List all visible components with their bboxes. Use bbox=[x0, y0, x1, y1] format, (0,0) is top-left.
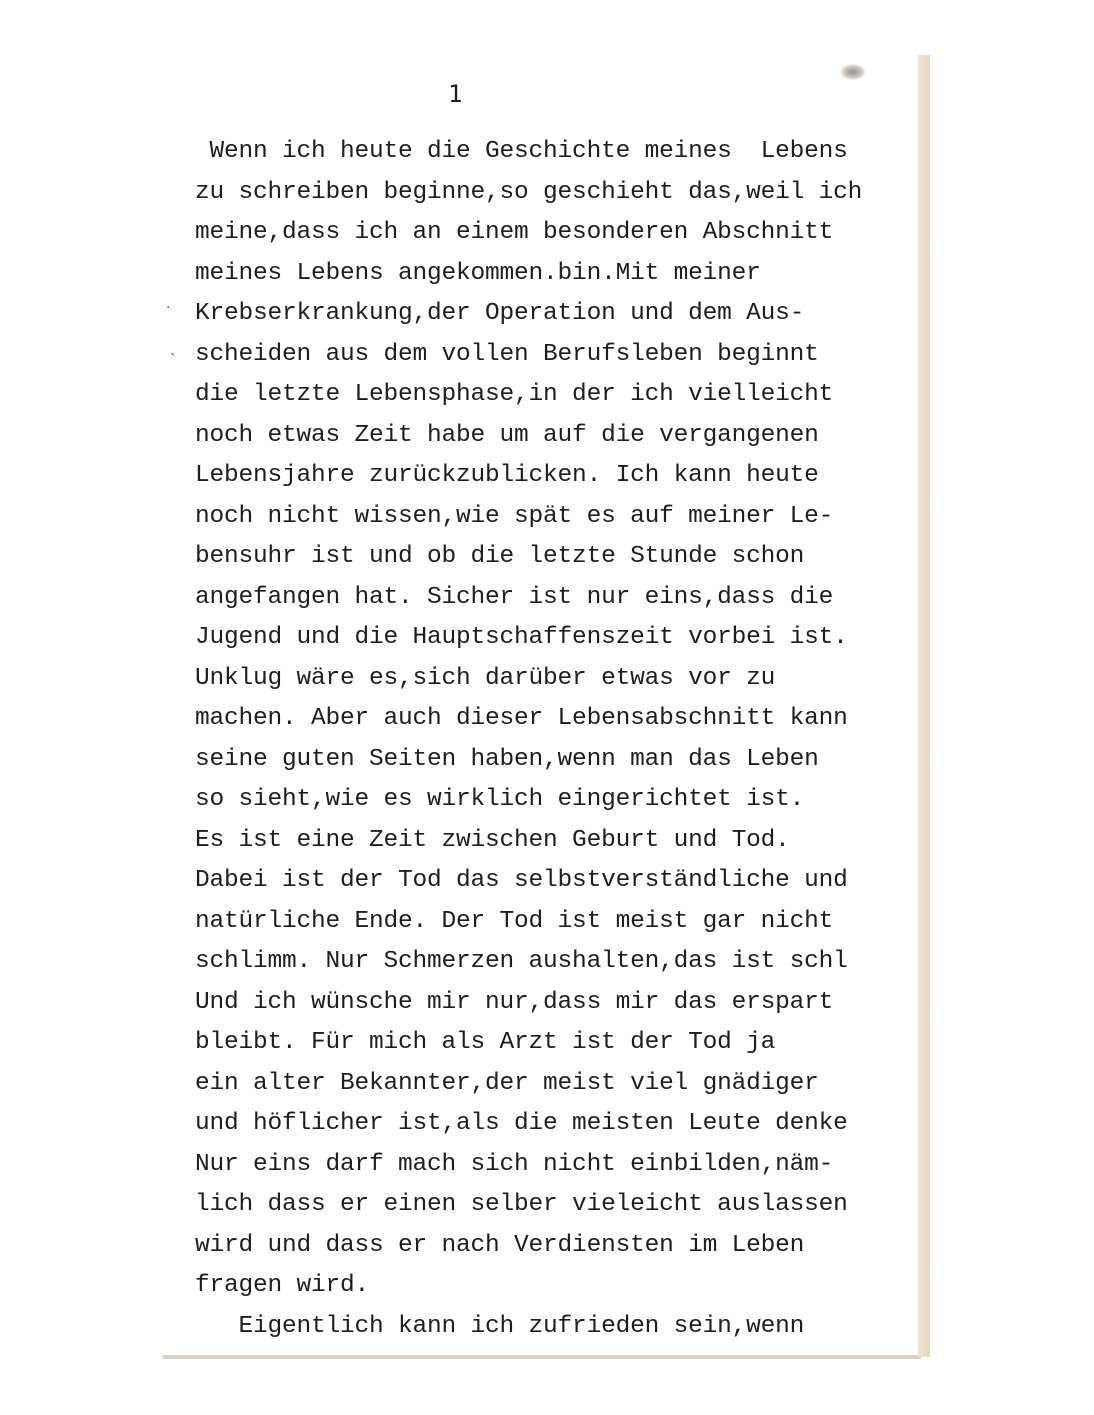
text-line: natürliche Ende. Der Tod ist meist gar nicht bbox=[195, 907, 834, 935]
text-line: seine guten Seiten haben,wenn man das Leben bbox=[195, 745, 819, 773]
text-line: Krebserkrankung,der Operation und dem Aus- bbox=[195, 300, 805, 327]
text-line: noch nicht wissen,wie spät es auf meiner Le- bbox=[195, 502, 834, 530]
text-line: Wenn ich heute die Geschichte meines Lebens bbox=[195, 138, 848, 165]
text-line: bensuhr ist und ob die letzte Stunde schon bbox=[195, 543, 805, 570]
text-line: fragen wird. bbox=[195, 1272, 370, 1299]
text-line: Dabei ist der Tod das selbstverständliche und bbox=[195, 867, 848, 894]
ink-smudge bbox=[840, 64, 866, 80]
text-line: Und ich wünsche mir nur,dass mir das erspart bbox=[195, 988, 834, 1016]
text-line: wird und dass er nach Verdiensten im Leben bbox=[195, 1231, 805, 1259]
text-line: bleibt. Für mich als Arzt ist der Tod ja bbox=[195, 1029, 776, 1056]
text-line: lich dass er einen selber vieleicht auslassen bbox=[195, 1191, 848, 1218]
text-line: machen. Aber auch dieser Lebensabschnitt kann bbox=[195, 705, 848, 732]
margin-tick: ˎ bbox=[170, 340, 177, 356]
text-line: meines Lebens angekommen.bin.Mit meiner bbox=[195, 259, 761, 287]
text-line: meine,dass ich an einem besonderen Abschnitt bbox=[195, 219, 834, 246]
page-edge-shadow bbox=[918, 55, 930, 1357]
text-line: Jugend und die Hauptschaffenszeit vorbei ist. bbox=[195, 624, 848, 651]
text-line: Es ist eine Zeit zwischen Geburt und Tod. bbox=[195, 826, 790, 854]
text-line: Nur eins darf mach sich nicht einbilden,näm- bbox=[195, 1150, 834, 1178]
text-line: angefangen hat. Sicher ist nur eins,dass die bbox=[195, 583, 834, 611]
text-line: schlimm. Nur Schmerzen aushalten,das ist schl bbox=[195, 948, 848, 975]
text-line: und höflicher ist,als die meisten Leute denke bbox=[195, 1110, 848, 1137]
text-line: noch etwas Zeit habe um auf die vergangenen bbox=[195, 421, 819, 449]
text-line: so sieht,wie es wirklich eingerichtet ist. bbox=[195, 786, 805, 813]
text-line: Lebensjahre zurückzublicken. Ich kann heute bbox=[195, 462, 819, 489]
text-line: zu schreiben beginne,so geschieht das,weil ich bbox=[195, 178, 863, 206]
margin-dot: · bbox=[166, 300, 171, 316]
text-line: Eigentlich kann ich zufrieden sein,wenn bbox=[195, 1312, 805, 1340]
text-line: ein alter Bekannter,der meist viel gnädiger bbox=[195, 1069, 819, 1097]
text-line: scheiden aus dem vollen Berufsleben beginnt bbox=[195, 340, 819, 368]
text-line: die letzte Lebensphase,in der ich vielleicht bbox=[195, 381, 834, 408]
typed-text-body bbox=[195, 132, 915, 1347]
text-line: Unklug wäre es,sich darüber etwas vor zu bbox=[195, 664, 776, 692]
page-number: 1 bbox=[448, 80, 463, 108]
